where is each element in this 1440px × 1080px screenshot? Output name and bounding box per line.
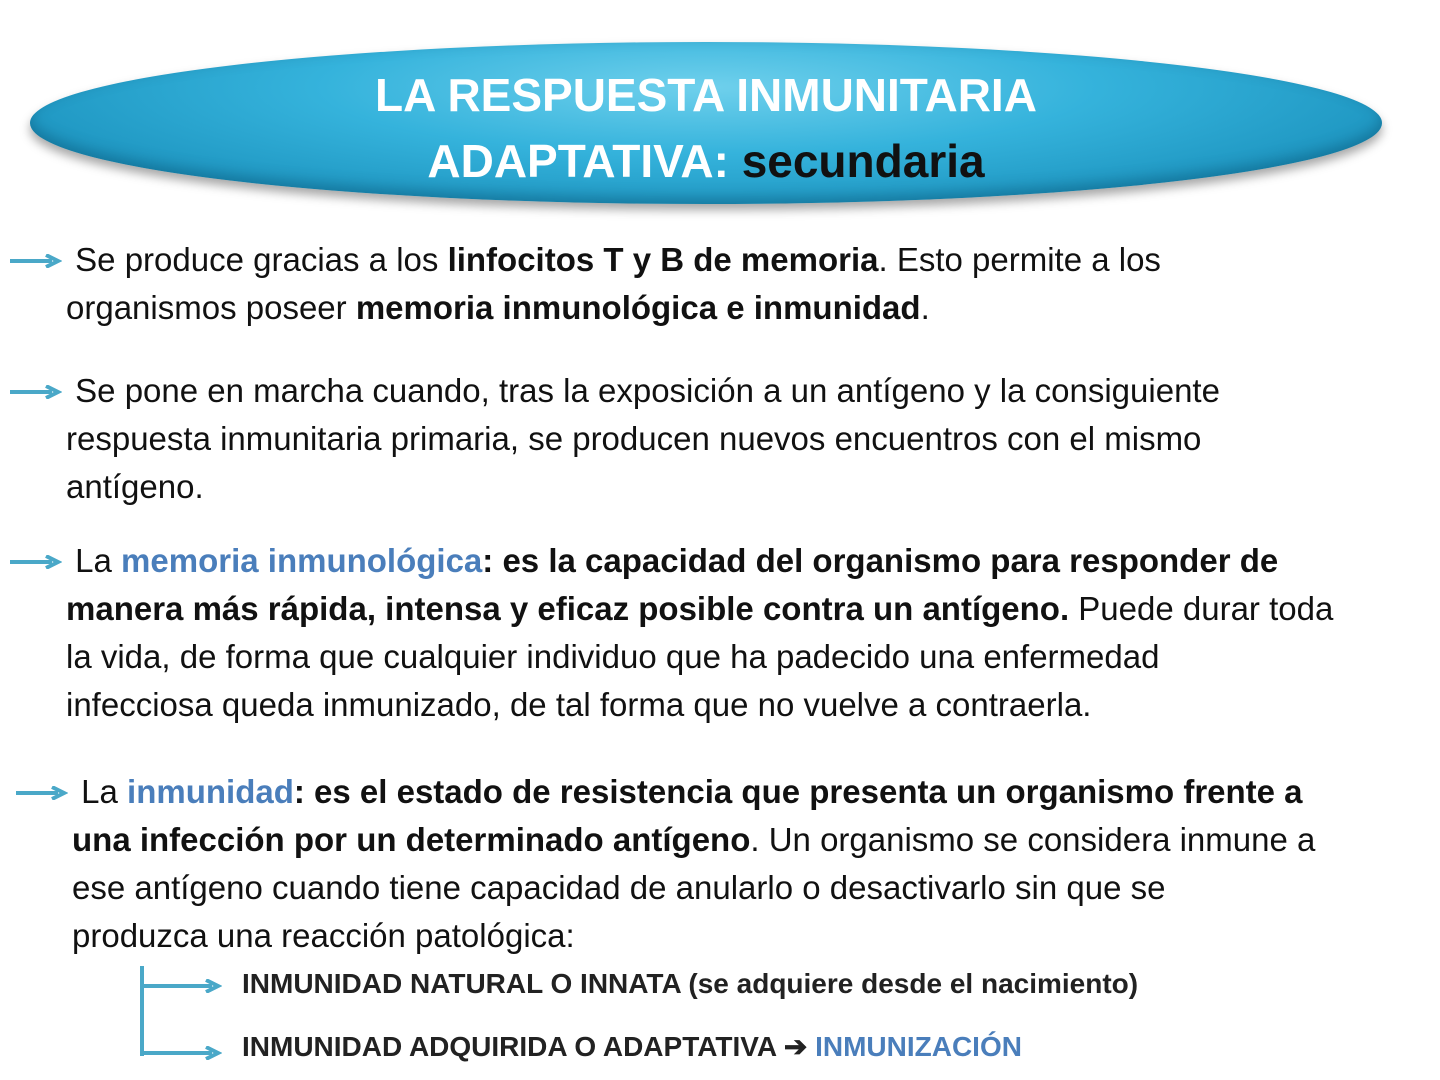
bullet-arrow-icon (10, 555, 62, 569)
text-span: organismos poseer (66, 289, 356, 326)
natural-immunity-item: INMUNIDAD NATURAL O INNATA (se adquiere desde el nacimiento) (242, 968, 1139, 999)
paragraph-line: la vida, de forma que cualquier individuo que ha padecido una enfermedad (66, 638, 1160, 675)
title-line-2 (30, 128, 1382, 194)
bold-span: una infección por un determinado antígeno (72, 821, 751, 858)
text-span: La (81, 773, 128, 810)
paragraph-immunity (72, 768, 1432, 960)
text-span: Puede durar toda (1069, 590, 1334, 627)
paragraph-memory-cells (66, 236, 1426, 332)
title-line-2-prefix: ADAPTATIVA: (427, 135, 729, 187)
paragraph-line: infecciosa queda inmunizado, de tal forma que no vuelve a contraerla. (66, 686, 1092, 723)
paragraph-line (66, 585, 1436, 633)
paragraph-immune-memory (66, 537, 1436, 729)
branch-arrow-icon (142, 979, 222, 993)
paragraph-line (66, 537, 1436, 585)
bold-span: : es el estado de resistencia que presenta un organismo frente a (293, 773, 1303, 810)
bullet-arrow-icon (10, 385, 62, 399)
term-highlight: inmunidad (127, 773, 294, 810)
paragraph-line: ese antígeno cuando tiene capacidad de anularlo o desactivarlo sin que se (72, 869, 1166, 906)
text-span: INMUNIDAD ADQUIRIDA O ADAPTATIVA (242, 1031, 784, 1062)
bullet-arrow-icon (16, 786, 68, 800)
paragraph-line (72, 816, 1432, 864)
text-span: La (75, 542, 122, 579)
paragraph-line: produzca una reacción patológica: (72, 917, 575, 954)
bold-span: memoria inmunológica e inmunidad (355, 289, 921, 326)
term-highlight: INMUNIZACIÓN (815, 1031, 1022, 1062)
paragraph-line: antígeno. (66, 468, 204, 505)
bold-span: linfocitos T y B de memoria (447, 241, 879, 278)
title-emphasis: secundaria (741, 135, 985, 187)
acquired-immunity-item (242, 1030, 1022, 1063)
text-span: Se pone en marcha cuando, tras la exposición a un antígeno y la consiguiente (75, 372, 1220, 409)
paragraph-line (66, 236, 1426, 284)
paragraph-line: respuesta inmunitaria primaria, se producen nuevos encuentros con el mismo (66, 420, 1202, 457)
term-highlight: memoria inmunológica (121, 542, 483, 579)
right-arrow-icon: ➔ (783, 1031, 808, 1062)
paragraph-line (66, 284, 1426, 332)
title-line-1: LA RESPUESTA INMUNITARIA (375, 69, 1037, 121)
branch-arrow-icon (142, 1046, 222, 1060)
text-span: . (920, 289, 930, 326)
paragraph-line (66, 367, 1426, 415)
text-span: Se produce gracias a los (75, 241, 448, 278)
bold-span: : es la capacidad del organismo para responder de (482, 542, 1279, 579)
text-span: . Esto permite a los (878, 241, 1161, 278)
bold-span: manera más rápida, intensa y eficaz posible contra un antígeno. (66, 590, 1070, 627)
paragraph-activation (66, 367, 1426, 511)
page-title (30, 62, 1382, 194)
text-span: . Un organismo se considera inmune a (750, 821, 1316, 858)
bullet-arrow-icon (10, 254, 62, 268)
paragraph-line (72, 768, 1432, 816)
